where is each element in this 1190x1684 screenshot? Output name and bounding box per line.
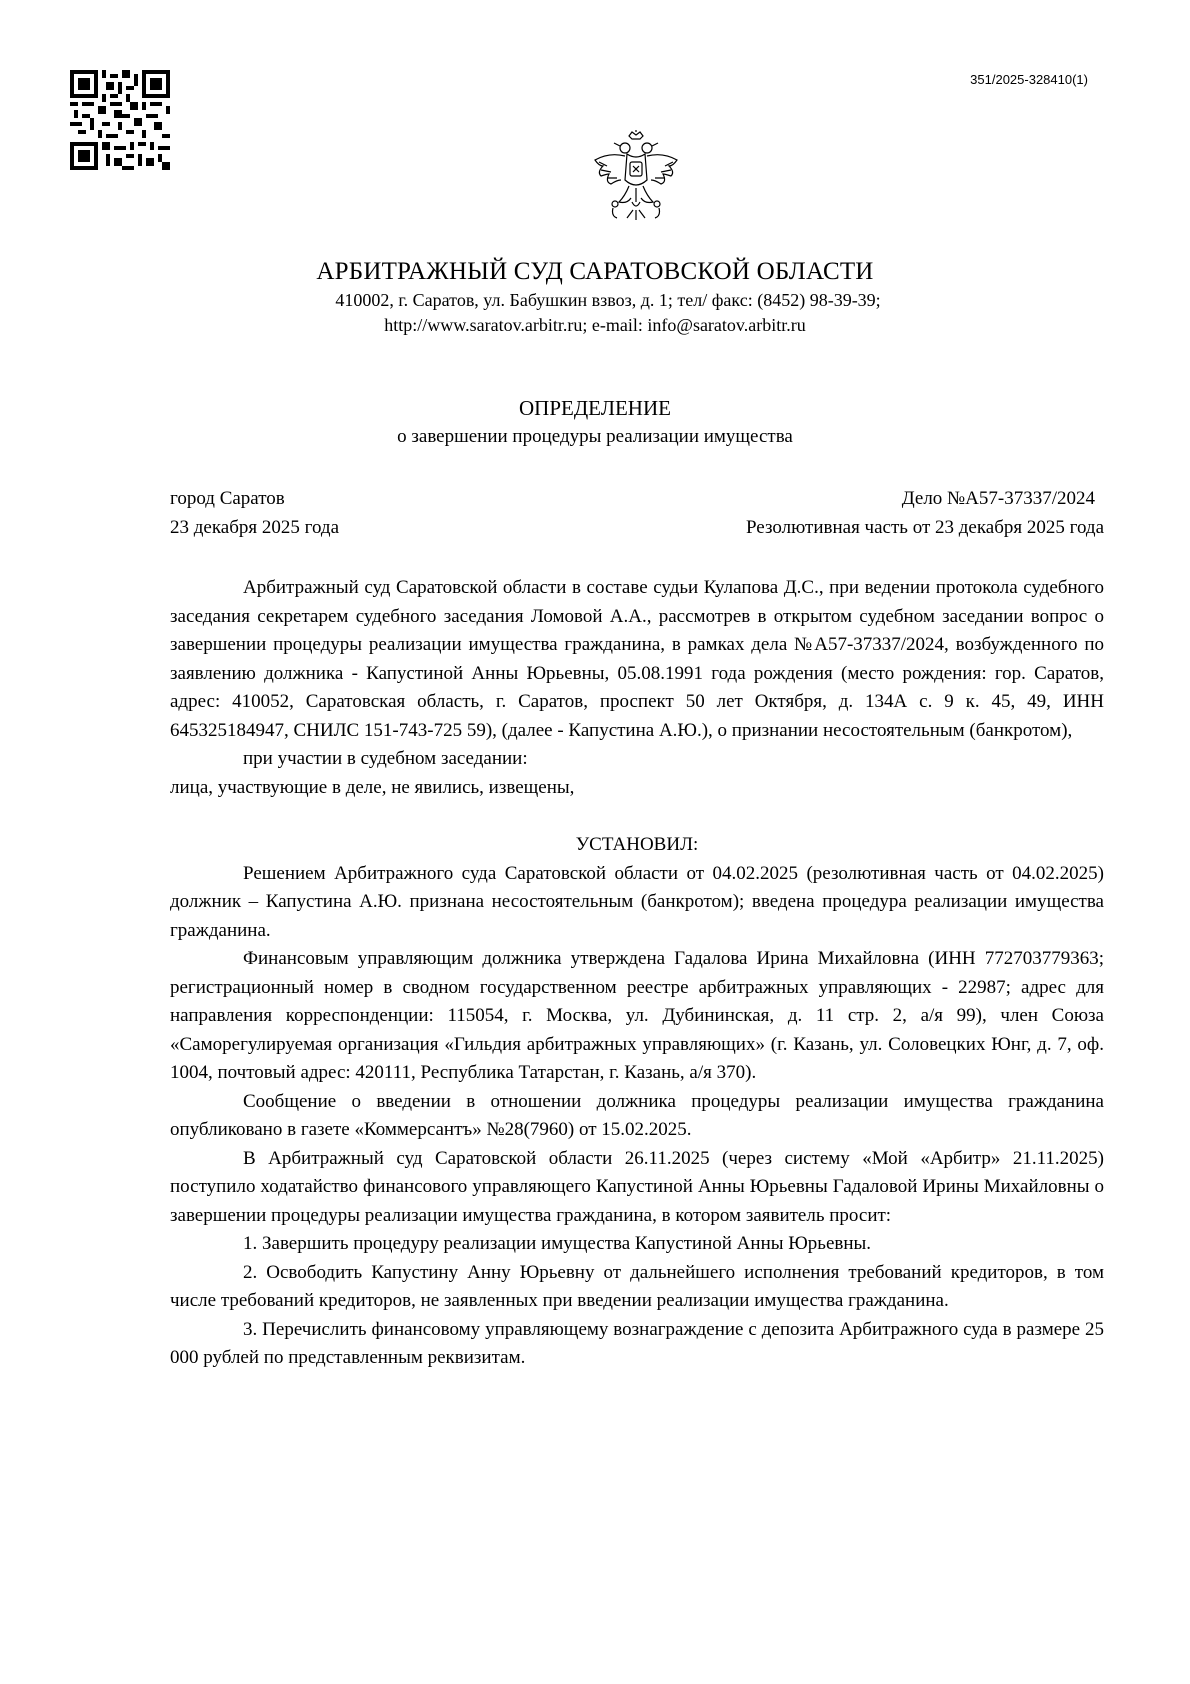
qr-code-icon	[70, 70, 170, 170]
decision-date: 23 декабря 2025 года	[170, 517, 340, 538]
case-number: Дело №А57-37337/2024	[901, 488, 1095, 509]
document-id: 351/2025-328410(1)	[970, 72, 1088, 87]
persons-line: лица, участвующие в деле, не явились, извещены,	[170, 776, 575, 798]
request-item-2: 2. Освободить Капустину Анну Юрьевну от дальнейшего исполнения требований кредиторов, в том числе требований кредиторов, не заявленных при введении реализации имущества гражданина.	[170, 1261, 1104, 1311]
request-item-1: 1. Завершить процедуру реализации имущества Капустиной Анны Юрьевны.	[243, 1233, 872, 1254]
document-body	[170, 574, 1104, 1373]
paragraph-2: Финансовым управляющим должника утверждена Гадалова Ирина Михайловна (ИНН 772703779363; регистрационный номер в сводном государственном реестре арбитражных управляющих - 22987; адрес для направления корреспонденции: 115054, г. Москва, ул. Дубининская, д. 11 стр. 2, а/я 99), член Союза «Саморегулируемая организация «Гильдия арбитражных управляющих» (г. Казань, ул. Соловецких Юнг, д. 7, оф. 1004, почтовый адрес: 420111, Республика Татарстан, г. Казань, а/я 370).	[170, 948, 1104, 1083]
paragraph-3: Сообщение о введении в отношении должника процедуры реализации имущества гражданина опубликовано в газете «Коммерсантъ» №28(7960) от 15.02.2025.	[170, 1090, 1104, 1140]
city: город Саратов	[170, 488, 285, 509]
court-contacts: http://www.saratov.arbitr.ru; e-mail: info@saratov.arbitr.ru	[384, 315, 806, 335]
intro-paragraph: Арбитражный суд Саратовской области в составе судьи Кулапова Д.С., при ведении протокола судебного заседания секретарем судебного заседания Ломовой А.А., рассмотрев в открытом судебном заседании вопрос о завершении процедуры реализации имущества гражданина, в рамках дела №А57-37337/2024, возбужденного по заявлению должника - Капустиной Анны Юрьевны, 05.08.1991 года рождения (место рождения: гор. Саратов, адрес: 410052, Саратовская область, г. Саратов, проспект 50 лет Октября, д. 134А с. 9 к. 45, 49, ИНН 645325184947, СНИЛС 151-743-725 59), (далее - Капустина А.Ю.), о признании несостоятельным (банкротом),	[170, 577, 1104, 741]
court-name: АРБИТРАЖНЫЙ СУД САРАТОВСКОЙ ОБЛАСТИ	[316, 258, 874, 285]
established-heading: УСТАНОВИЛ:	[575, 834, 699, 855]
paragraph-1: Решением Арбитражного суда Саратовской области от 04.02.2025 (резолютивная часть от 04.02.2025) должник – Капустина А.Ю. признана несостоятельным (банкротом); введена процедура реализации имущества гражданина.	[170, 862, 1104, 941]
court-address: 410002, г. Саратов, ул. Бабушкин взвоз, д. 1; тел/ факс: (8452) 98-39-39;	[335, 290, 881, 310]
resolution-date: Резолютивная часть от 23 декабря 2025 года	[745, 517, 1104, 538]
paragraph-4: В Арбитражный суд Саратовской области 26.11.2025 (через систему «Мой «Арбитр» 21.11.2025) поступило ходатайство финансового управляющего Капустиной Анны Юрьевны Гадаловой Ирины Михайловны о завершении процедуры реализации имущества гражданина, в котором заявитель просит:	[170, 1147, 1104, 1226]
coat-of-arms-icon	[589, 130, 683, 230]
participation-line: при участии в судебном заседании:	[243, 748, 528, 769]
request-item-3: 3. Перечислить финансовому управляющему вознаграждение с депозита Арбитражного суда в размере 25 000 рублей по представленным реквизитам.	[170, 1318, 1104, 1368]
document-subtitle: о завершении процедуры реализации имущества	[397, 426, 793, 447]
document-type: ОПРЕДЕЛЕНИЕ	[519, 396, 671, 420]
